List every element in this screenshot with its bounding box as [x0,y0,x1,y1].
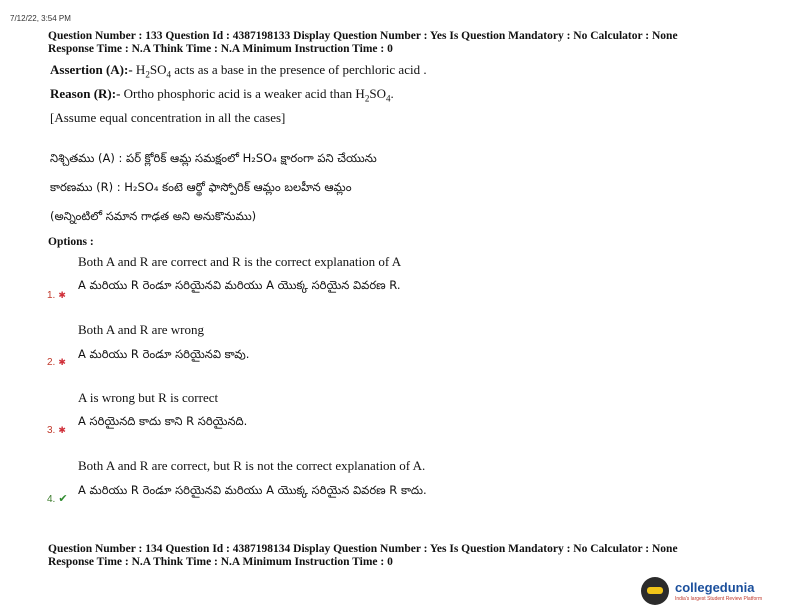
option-3-english: A is wrong but R is correct [78,390,219,405]
option-2-number-text: 2. [47,357,56,368]
logo-name: collegedunia [675,580,755,595]
reason-sub-4: 4 [385,93,391,104]
reason-text-b: SO [369,86,386,101]
telugu-note: (అన్నింటిలో సమాన గాఢత అని అనుకొనుము) [50,209,257,223]
option-3-telugu: A సరియైనది కాదు కాని R సరియైనది. [78,414,248,428]
telugu-assertion: నిశ్చితము (A) : పర్ క్లోరిక్ ఆమ్ల సమక్షంలో H₂SO₄ క్షారంగా పని చేయును [50,151,377,165]
assumption-note: [Assume equal concentration in all the cases] [50,110,286,125]
next-question-meta: Response Time : N.A Think Time : N.A Minimum Instruction Time : 0 [48,556,393,568]
next-question-header: Question Number : 134 Question Id : 4387198134 Display Question Number : Yes Is Question Mandatory : No Calculator : None [48,543,678,555]
wrong-mark-icon: ✱ [58,357,66,367]
assertion-label: Assertion (A):- [50,62,133,77]
option-4-number[interactable] [47,492,68,505]
option-3-number-text: 3. [47,425,56,436]
question-header: Question Number : 133 Question Id : 4387198133 Display Question Number : Yes Is Question Mandatory : No Calculator : None [48,30,678,42]
reason-text-a: Ortho phosphoric acid is a weaker acid than H [120,86,365,101]
wrong-mark-icon: ✱ [58,425,66,435]
mascot-icon [641,577,669,605]
reason-text-c: . [390,86,394,101]
logo-tagline: India's largest Student Review Platform [675,596,763,602]
option-1-telugu: A మరియు R రెండూ సరియైనవి మరియు A యొక్క సరియైన వివరణ R. [78,278,401,292]
reason [50,86,394,104]
option-3-number[interactable] [47,425,66,436]
option-2-english: Both A and R are wrong [78,322,205,337]
option-4-number-text: 4. [47,494,56,505]
correct-check-icon: ✔ [58,493,68,505]
assertion-text-b: SO [149,62,167,77]
option-1-number-text: 1. [47,290,56,301]
wrong-mark-icon: ✱ [58,290,66,300]
timestamp: 7/12/22, 3:54 PM [10,14,71,23]
question-meta: Response Time : N.A Think Time : N.A Minimum Instruction Time : 0 [48,43,393,55]
option-2-number[interactable] [47,357,66,368]
assertion-text-c: acts as a base in the presence of perchloric acid . [171,62,427,77]
collegedunia-logo [641,577,762,605]
options-label: Options : [48,236,94,248]
assertion-sub-4: 4 [166,69,172,80]
reason-label: Reason (R):- [50,86,121,101]
assertion-text-a: H [132,62,146,77]
telugu-reason: కారణము (R) : H₂SO₄ కంటె ఆర్థో ఫాస్పోరిక్ ఆమ్లం బలహీన ఆమ్లం [50,180,352,194]
option-4-telugu: A మరియు R రెండూ సరియైనవి మరియు A యొక్క సరియైన వివరణ R కాదు. [78,483,427,497]
assertion-sub-2: 2 [145,69,150,80]
option-4-english: Both A and R are correct, but R is not the correct explanation of A. [78,458,426,473]
option-2-telugu: A మరియు R రెండూ సరియైనవి కావు. [78,347,250,361]
reason-sub-2: 2 [364,93,370,104]
option-1-english: Both A and R are correct and R is the correct explanation of A [78,254,402,269]
option-1-number[interactable] [47,290,66,301]
assertion [50,62,427,80]
